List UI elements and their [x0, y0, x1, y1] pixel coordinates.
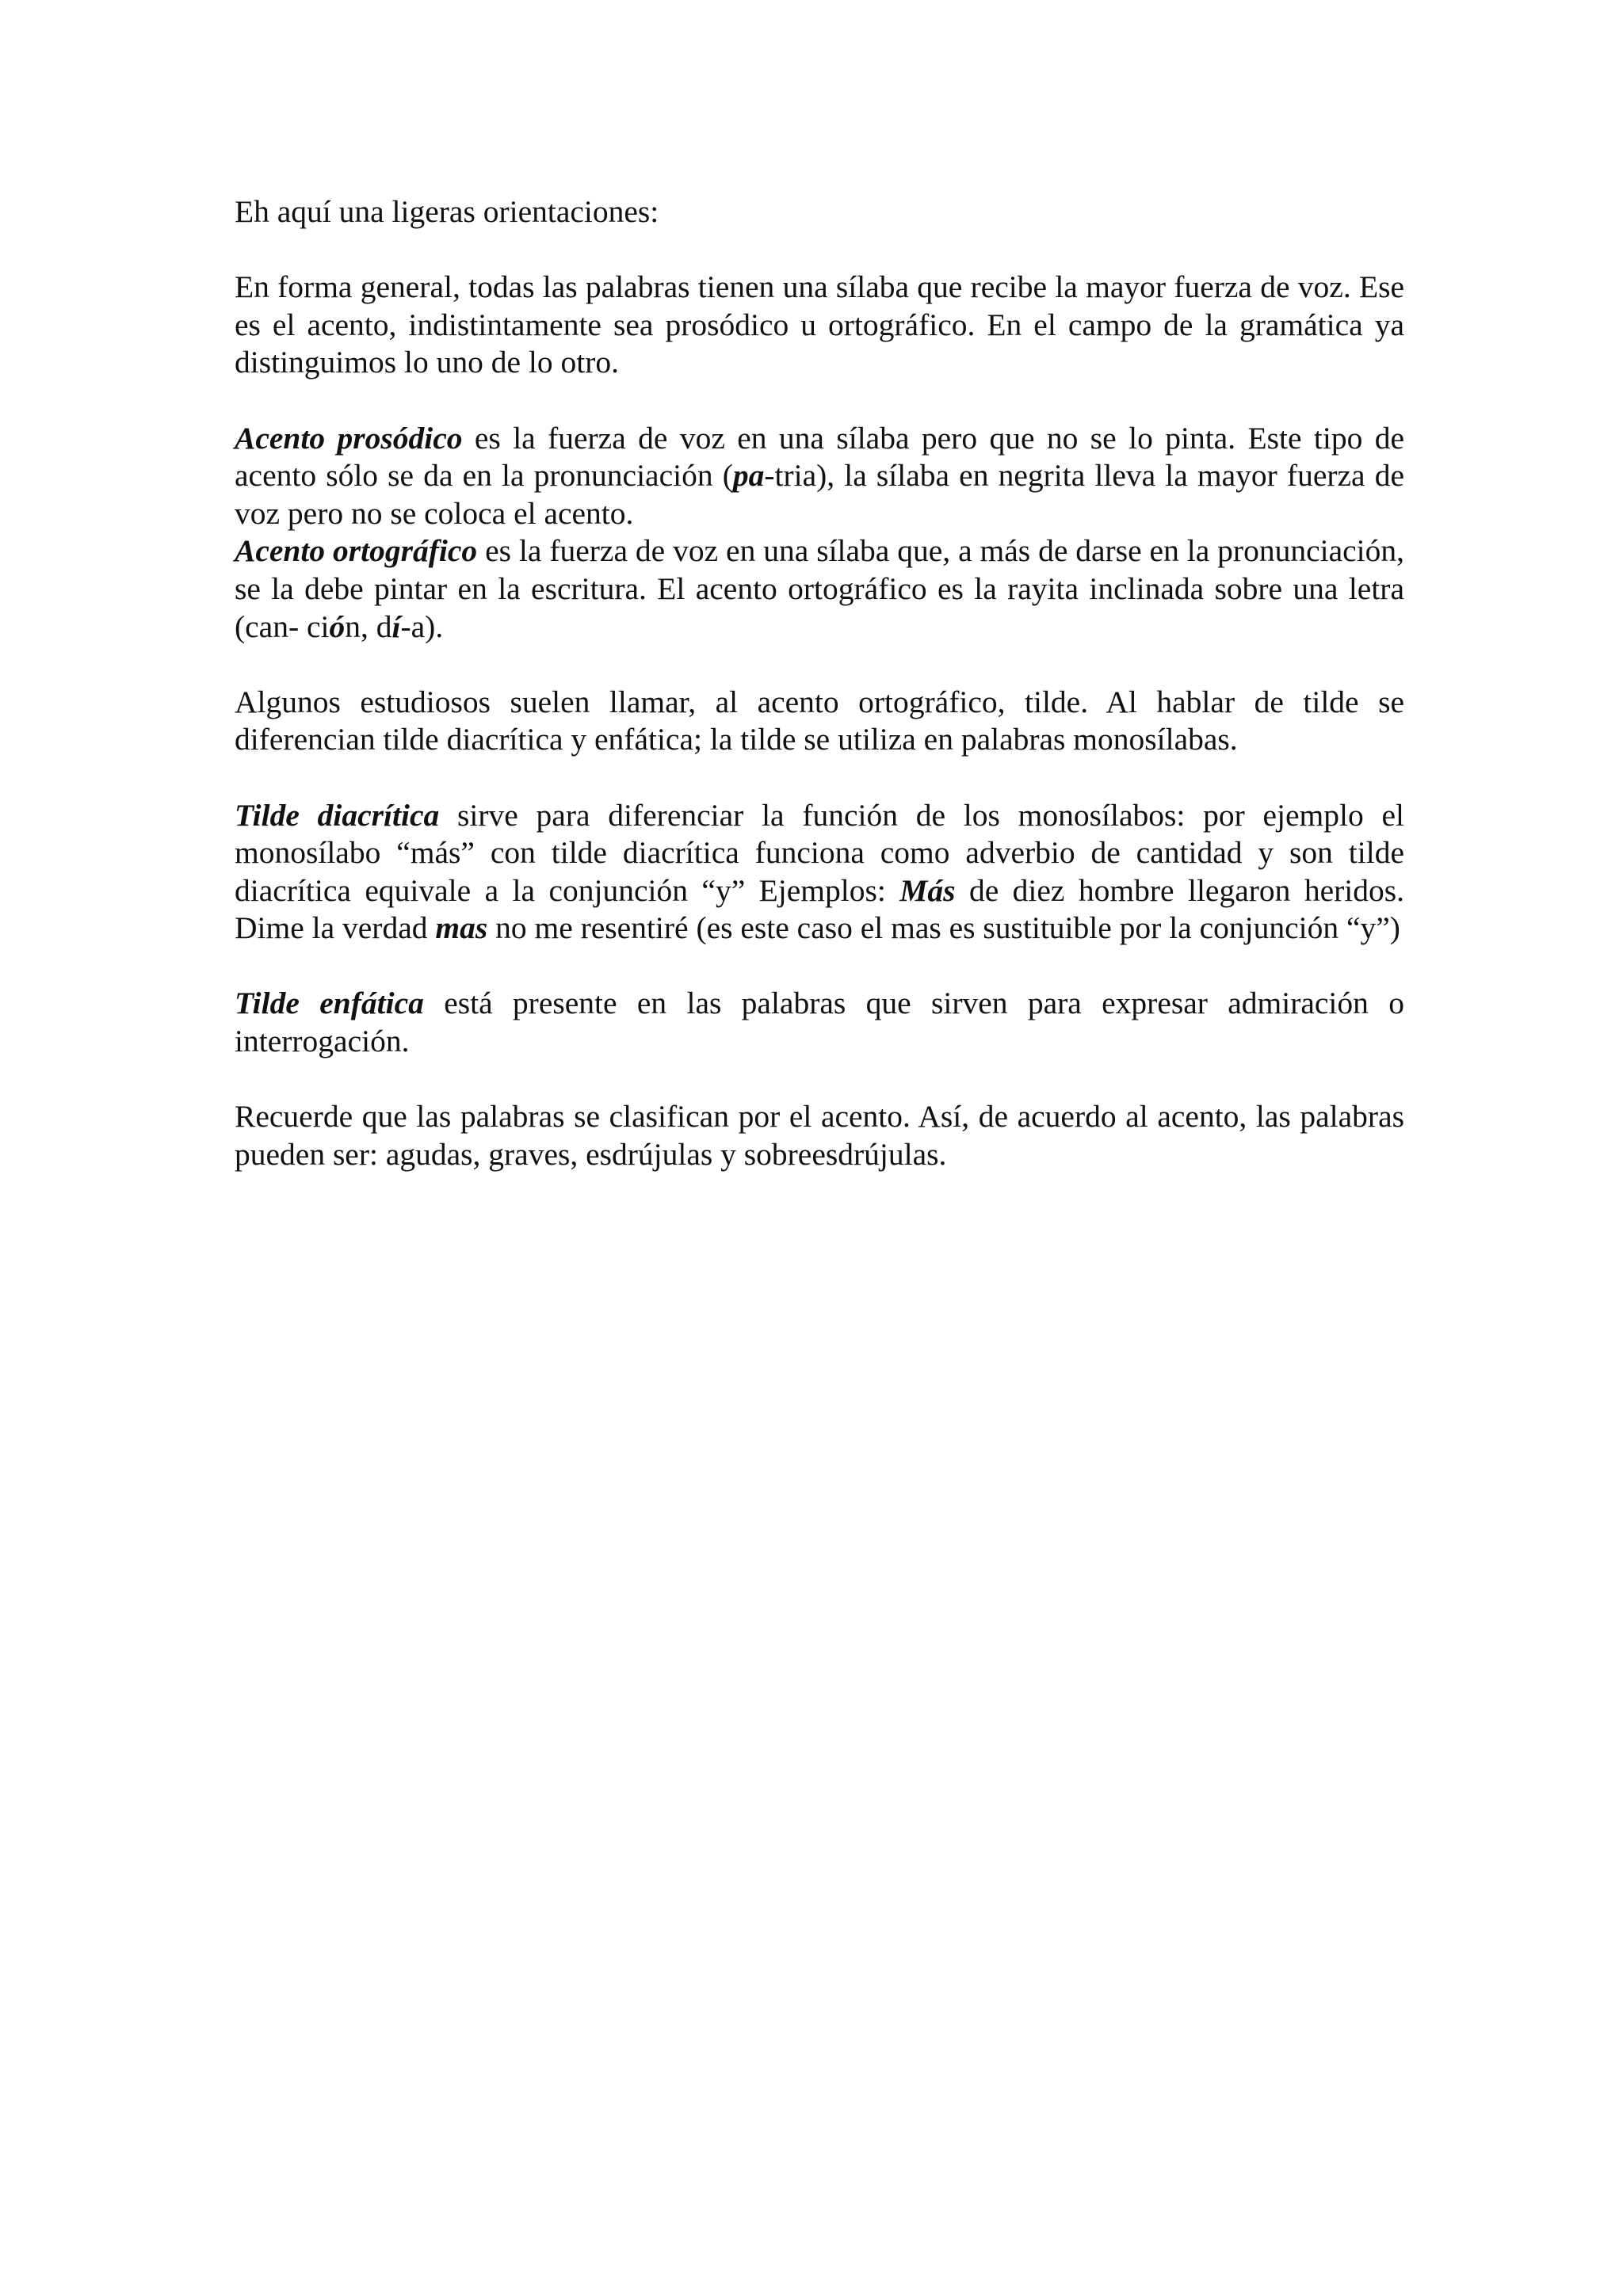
- text-segment: es la fuerza de voz en una sílaba que, a más de darse en la pronunciación, se la debe pintar en la escritura. El acento ortográfico es la rayita inclinada sobre una letra (can- ci: [235, 533, 1404, 644]
- document-body: [235, 193, 1404, 1173]
- text-segment: no me resentiré (es este caso el mas es sustituible por la conjunción “y”): [487, 910, 1400, 946]
- text-segment: Algunos estudiosos suelen llamar, al acento ortográfico, tilde. Al hablar de tilde se diferencian tilde diacrítica y enfática; la tilde se utiliza en palabras monosílabas.: [235, 684, 1404, 757]
- text-segment: Recuerde que las palabras se clasifican por el acento. Así, de acuerdo al acento, las palabras pueden ser: agudas, graves, esdrújulas y sobreesdrújulas.: [235, 1099, 1404, 1172]
- paragraph-clasificacion: [235, 1098, 1404, 1173]
- paragraph-tilde-enfatica: [235, 985, 1404, 1060]
- text-segment: sirve para diferenciar la función de los monosílabos: por ejemplo el monosílabo “más” con tilde diacrítica funciona como adverbio de cantidad y son tilde diacrítica equivale a la conjunción “y” Ejemplos:: [235, 797, 1405, 908]
- paragraph-acento-ortografico: [235, 532, 1404, 646]
- text-segment: Eh aquí una ligeras orientaciones:: [235, 194, 659, 229]
- text-segment: de diez hombre llegaron heridos. Dime la verdad: [235, 872, 1404, 946]
- paragraph-intro: [235, 193, 1404, 231]
- term-acento-prosodico: Acento prosódico: [235, 420, 463, 456]
- emphasis-word: Más: [899, 872, 956, 908]
- term-acento-ortografico: Acento ortográfico: [235, 533, 478, 569]
- text-segment: En forma general, todas las palabras tienen una sílaba que recibe la mayor fuerza de voz. Ese es el acento, indistintamente sea prosódico u ortográfico. En el campo de la gramática ya distinguimos lo uno de lo otro.: [235, 269, 1404, 380]
- emphasis-syllable: pa: [732, 458, 765, 494]
- paragraph-tilde: [235, 684, 1404, 759]
- emphasis-letter: í: [391, 608, 401, 644]
- term-tilde-diacritica: Tilde diacrítica: [235, 797, 440, 833]
- paragraph-general: [235, 269, 1404, 382]
- emphasis-letter: ó: [329, 608, 346, 644]
- emphasis-word: mas: [435, 910, 488, 946]
- paragraph-tilde-diacritica: [235, 797, 1404, 948]
- text-segment: está presente en las palabras que sirven para expresar admiración o interrogación.: [235, 986, 1404, 1059]
- text-segment: n, d: [345, 608, 392, 644]
- text-segment: -tria), la sílaba en negrita lleva la mayor fuerza de voz pero no se coloca el acento.: [235, 458, 1404, 531]
- paragraph-acento-prosodico: [235, 420, 1404, 533]
- text-segment: -a).: [400, 608, 444, 644]
- text-segment: es la fuerza de voz en una sílaba pero que no se lo pinta. Este tipo de acento sólo se da en la pronunciación (: [235, 420, 1404, 494]
- term-tilde-enfatica: Tilde enfática: [235, 986, 424, 1021]
